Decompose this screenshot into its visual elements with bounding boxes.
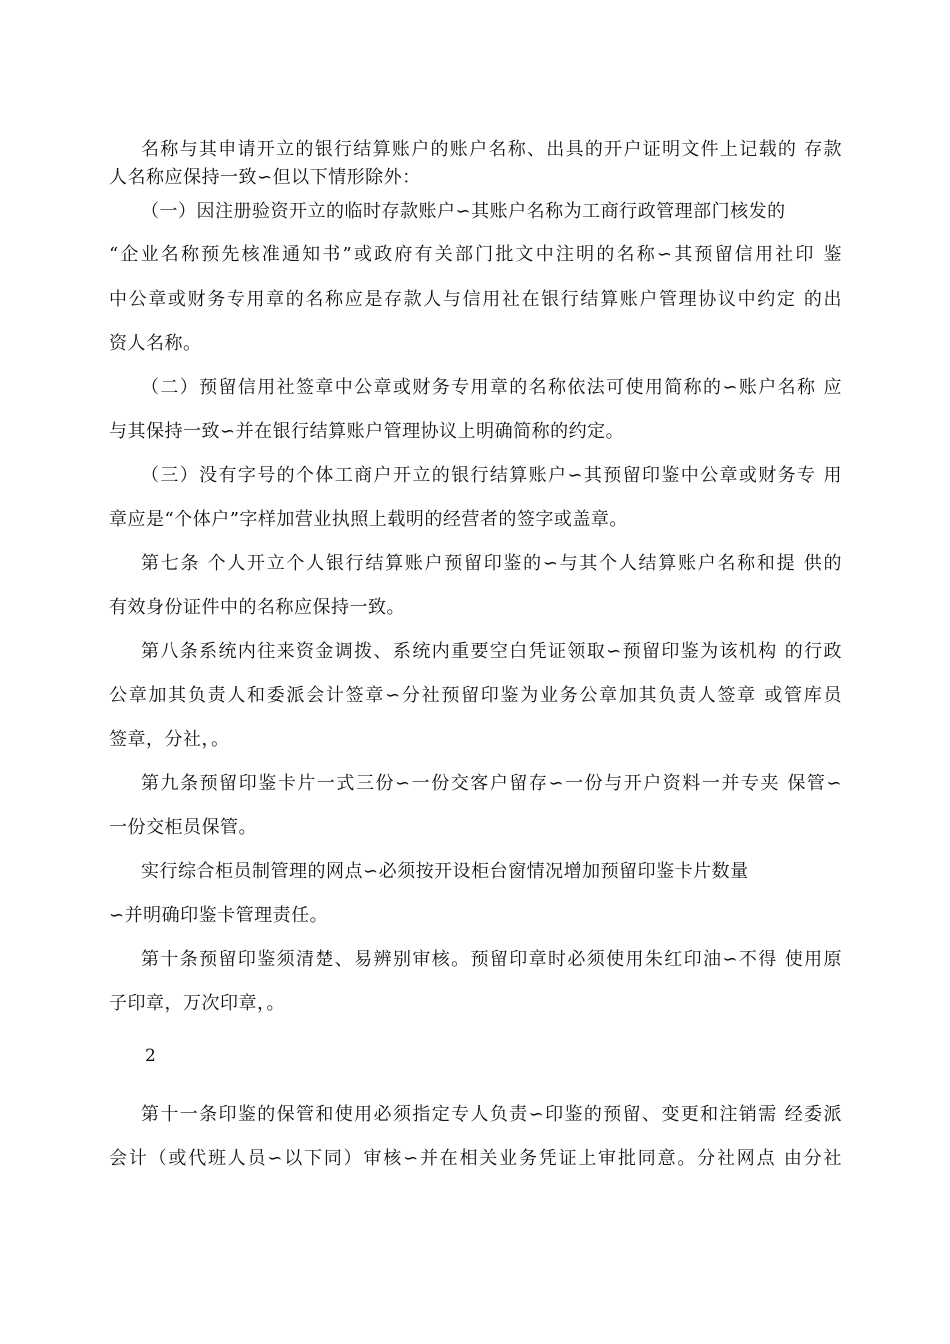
paragraph-line: 与其保持一致∽并在银行结算账户管理协议上明确简称的约定。 xyxy=(109,421,625,442)
paragraph-line: 人名称应保持一致∽但以下情形除外： xyxy=(109,167,421,188)
paragraph-line: 公章加其负责人和委派会计签章∽分社预留印鉴为业务公章加其负责人签章 或管库员 xyxy=(109,685,842,706)
paragraph-line: （二）预留信用社签章中公章或财务专用章的名称依法可使用简称的∽账户名称 应 xyxy=(141,377,842,398)
paragraph-line: 第十条预留印鉴须清楚、易辨别审核。预留印章时必须使用朱红印油∽不得 使用原 xyxy=(141,949,842,970)
paragraph-line: 第八条系统内往来资金调拨、系统内重要空白凭证领取∽预留印鉴为该机构 的行政 xyxy=(141,641,842,662)
page-number: 2 xyxy=(145,1046,157,1066)
paragraph-line: 第七条 个人开立个人银行结算账户预留印鉴的∽与其个人结算账户名称和提 供的 xyxy=(141,553,842,574)
paragraph-line: 有效身份证件中的名称应保持一致。 xyxy=(109,597,405,618)
paragraph-line: （三）没有字号的个体工商户开立的银行结算账户∽其预留印鉴中公章或财务专 用 xyxy=(141,465,842,486)
paragraph-line: “企业名称预先核准通知书”或政府有关部门批文中注明的名称∽其预留信用社印 鉴 xyxy=(109,244,842,265)
paragraph-line: ∽并明确印鉴卡管理责任。 xyxy=(109,905,329,926)
paragraph-line: 第九条预留印鉴卡片一式三份∽一份交客户留存∽一份与开户资料一并专夹 保管∽ xyxy=(141,773,842,794)
paragraph-line: 子印章，万次印章，。 xyxy=(109,993,285,1014)
paragraph-line: 一份交柜员保管。 xyxy=(109,817,257,838)
paragraph-line: 名称与其申请开立的银行结算账户的账户名称、出具的开户证明文件上记载的 存款 xyxy=(141,139,842,160)
paragraph-line: 签章，分社，。 xyxy=(109,729,230,750)
paragraph-line: 资人名称。 xyxy=(109,333,202,354)
paragraph-line: 中公章或财务专用章的名称应是存款人与信用社在银行结算账户管理协议中约定 的出 xyxy=(109,289,842,310)
paragraph-line: 章应是“个体户”字样加营业执照上载明的经营者的签字或盖章。 xyxy=(109,509,628,530)
paragraph-line: （一）因注册验资开立的临时存款账户∽其账户名称为工商行政管理部门核发的 xyxy=(141,201,786,222)
paragraph-line: 实行综合柜员制管理的网点∽必须按开设柜台窗情况增加预留印鉴卡片数量 xyxy=(141,861,749,882)
paragraph-line: 第十一条印鉴的保管和使用必须指定专人负责∽印鉴的预留、变更和注销需 经委派 xyxy=(141,1104,842,1125)
paragraph-line: 会计（或代班人员∽以下同）审核∽并在相关业务凭证上审批同意。分社网点 由分社 xyxy=(109,1148,842,1169)
